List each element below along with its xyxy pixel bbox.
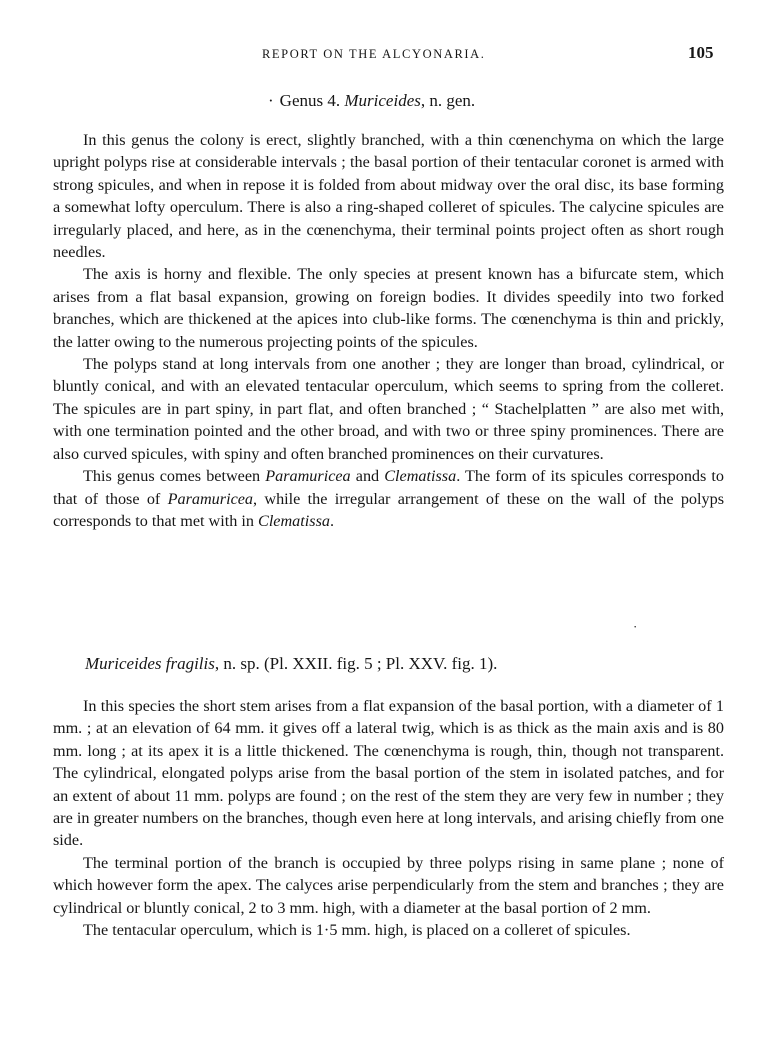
genus-description — [53, 129, 724, 532]
genus-heading — [268, 91, 475, 111]
species-heading — [85, 654, 497, 674]
text-run: . — [329, 511, 335, 530]
text-run: This genus comes between — [83, 467, 266, 486]
genus-suffix: , n. gen. — [420, 91, 476, 110]
text-run: and — [350, 467, 385, 486]
running-head — [0, 41, 776, 67]
species-paragraph-3: The tentacular operculum, which is 1·5 mm. high, is placed on a colleret of spicules. — [83, 921, 631, 940]
genus-prefix: Genus 4. — [279, 91, 341, 110]
genus-name: Muriceides — [344, 91, 421, 110]
text-run: , while the irregular arrangement of these on the wall of the polyps corresponds to that met with in — [53, 489, 724, 530]
genus-marker: · — [268, 91, 274, 110]
genus-paragraph-4 — [53, 465, 724, 532]
taxon-name: Clematissa — [384, 467, 457, 486]
species-paragraph-2: The terminal portion of the branch is occupied by three polyps rising in same plane ; none of which however form the apex. The calyces arise perpendicularly from the stem and branches ; they are cylindrical or bluntly conical, 2 to 3 mm. high, with a diameter at the basal portion of 2 mm. — [53, 853, 724, 917]
taxon-name: Paramuricea — [265, 467, 351, 486]
taxon-name: Paramuricea — [167, 489, 254, 508]
species-description — [53, 695, 724, 941]
species-paragraph-1: In this species the short stem arises from a flat expansion of the basal portion, with a diameter of 1 mm. ; at an elevation of 64 mm. it gives off a lateral twig, which is as thick as the main axis and is 80 mm. long ; at its apex it is a little thickened. The cœnenchyma is rough, thin, though not transparent. The cylindrical, elongated polyps arise from the basal portion of the stem in isolated patches, and for an extent of about 11 mm. polyps are found ; on the rest of the stem they are very few in number ; they are in greater numbers on the branches, though even here at long intervals, and arising chiefly from one side. — [53, 697, 724, 850]
species-name: Muriceides fragilis — [85, 654, 215, 673]
genus-paragraph-2: The axis is horny and flexible. The only species at present known has a bifurcate stem, which arises from a flat basal expansion, growing on foreign bodies. It divides speedily into two forked branches, which are thickened at the apices into club-like forms. The cœnenchyma is thin and prickly, the latter owing to the numerous projecting points of the spicules. — [53, 265, 724, 351]
genus-paragraph-3: The polyps stand at long intervals from one another ; they are longer than broad, cylindrical, or bluntly conical, and with an elevated tentacular operculum, which seems to spring from the colleret. The spicules are in part spiny, in part flat, and often branched ; “ Stachelplatten ” are also met with, with one termination pointed and the other broad, and with two or three spiny prominences. There are also curved spicules, with spiny and often branched prominences on their curvatures. — [53, 355, 724, 463]
taxon-name: Clematissa — [258, 511, 330, 530]
stray-mark: · — [633, 619, 638, 634]
running-title: REPORT ON THE ALCYONARIA. — [262, 47, 486, 61]
page-number: 105 — [688, 43, 714, 62]
genus-paragraph-1: In this genus the colony is erect, slightly branched, with a thin cœnenchyma on which the large upright polyps rise at considerable intervals ; the basal portion of their tentacular coronet is armed with strong spicules, and when in repose it is folded from about midway over the oral disc, its base forming a somewhat lofty operculum. There is also a ring-shaped colleret of spicules. The calycine spicules are irregularly placed, and here, as in the cœnenchyma, their terminal points project often as short rough needles. — [53, 131, 724, 262]
species-suffix: , n. sp. (Pl. XXII. fig. 5 ; Pl. XXV. fig. 1). — [214, 654, 498, 673]
text-run: . The form of its spicules corresponds to that of those of — [53, 467, 725, 508]
